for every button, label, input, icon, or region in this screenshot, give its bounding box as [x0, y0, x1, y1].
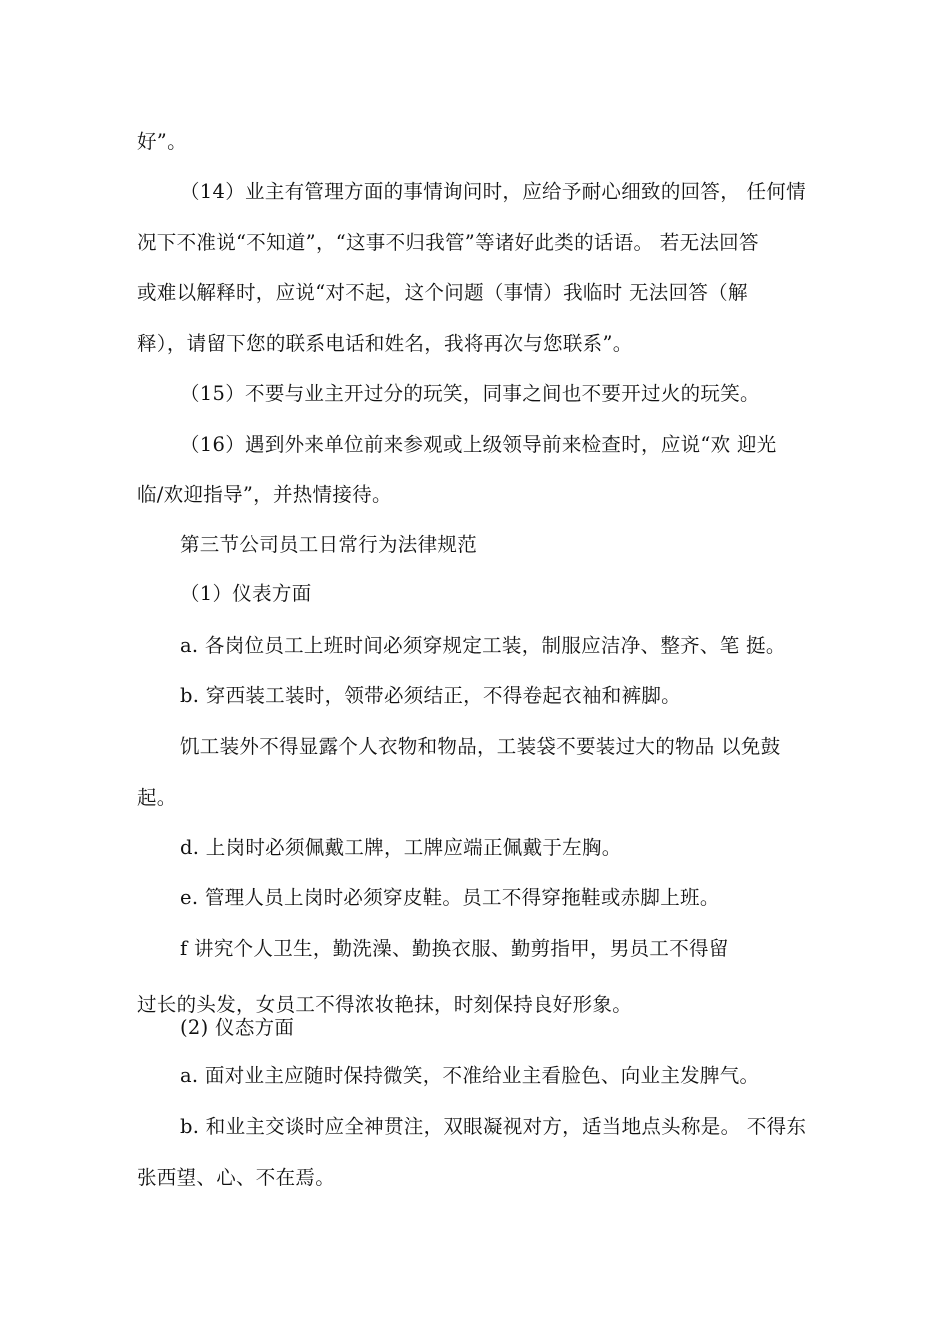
text-line: 饥工装外不得显露个人衣物和物品，工装袋不要装过大的物品 以免鼓 — [180, 735, 781, 758]
subsection-heading: （1）仪表方面 — [180, 582, 312, 605]
text-line: 或难以解释时，应说“对不起，这个问题（事情）我临时 无法回答（解 — [137, 281, 748, 304]
text-line: f 讲究个人卫生，勤洗澡、勤换衣服、勤剪指甲，男员工不得留 — [180, 937, 729, 960]
text-line: 张西望、心、不在焉。 — [137, 1166, 336, 1189]
text-line: 临/欢迎指导”，并热情接待。 — [137, 483, 392, 506]
text-line: （16）遇到外来单位前来参观或上级领导前来检查时，应说“欢 迎光 — [180, 433, 777, 456]
text-line: （15）不要与业主开过分的玩笑，同事之间也不要开过火的玩笑。 — [180, 382, 760, 405]
text-line: 况下不准说“不知道”，“这事不归我管”等诸好此类的话语。 若无法回答 — [137, 231, 759, 254]
text-line: 过长的头发，女员工不得浓妆艳抹，时刻保持良好形象。 — [137, 993, 633, 1016]
text-line: a. 各岗位员工上班时间必须穿规定工装，制服应洁净、整齐、笔 挺。 — [180, 634, 786, 657]
text-line: 好”。 — [137, 130, 187, 153]
text-line: b. 和业主交谈时应全神贯注，双眼凝视对方，适当地点头称是。 不得东 — [180, 1115, 807, 1138]
text-line: 释），请留下您的联系电话和姓名，我将再次与您联系”。 — [137, 332, 633, 355]
text-line: d. 上岗时必须佩戴工牌，工牌应端正佩戴于左胸。 — [180, 836, 622, 859]
text-line: （14）业主有管理方面的事情询问时，应给予耐心细致的回答， 任何情 — [180, 180, 806, 203]
text-line: a. 面对业主应随时保持微笑，不准给业主看脸色、向业主发脾气。 — [180, 1064, 760, 1087]
text-line: 起。 — [137, 786, 177, 809]
section-heading: 第三节公司员工日常行为法律规范 — [180, 533, 478, 556]
text-line: b. 穿西装工装时，领带必须结正，不得卷起衣袖和裤脚。 — [180, 684, 681, 707]
text-line: e. 管理人员上岗时必须穿皮鞋。员工不得穿拖鞋或赤脚上班。 — [180, 886, 720, 909]
subsection-heading: (2) 仪态方面 — [180, 1016, 295, 1039]
